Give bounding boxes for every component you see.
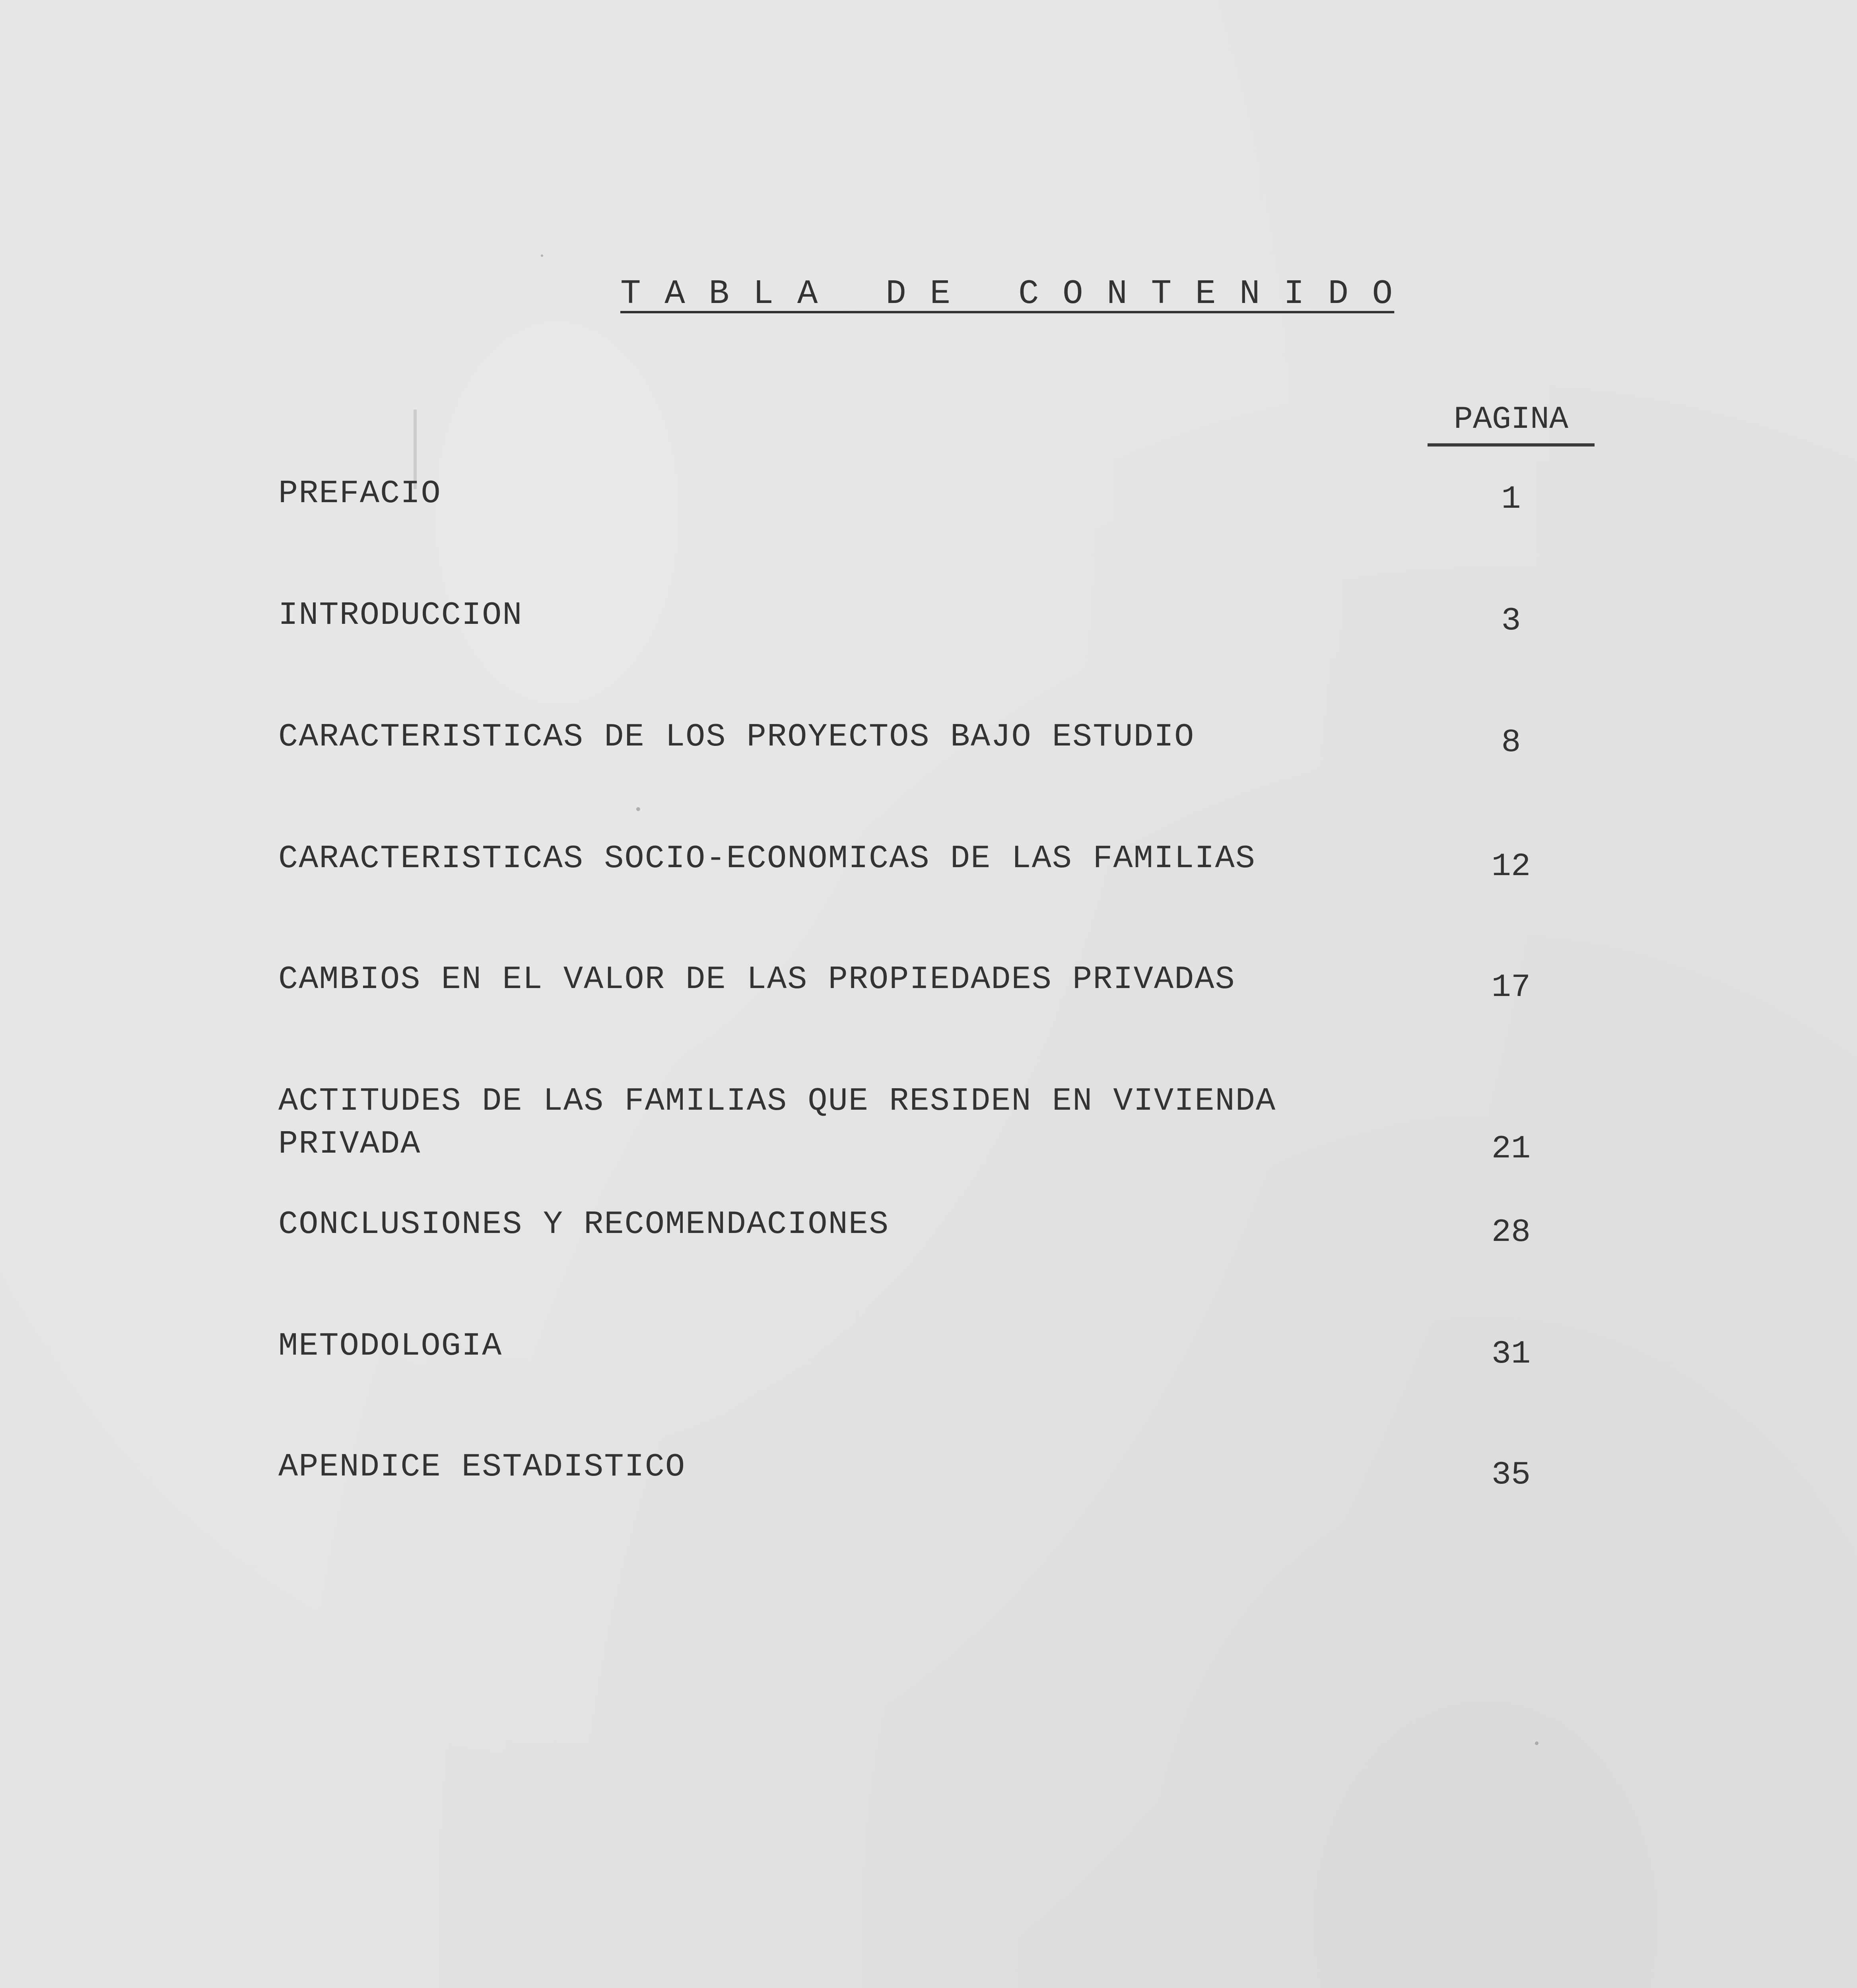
toc-entry-label: CONCLUSIONES Y RECOMENDACIONES — [278, 1206, 890, 1243]
toc-entry-page: 12 — [1491, 848, 1531, 885]
toc-entry-label: CAMBIOS EN EL VALOR DE LAS PROPIEDADES PRIVADAS — [278, 961, 1235, 998]
page-title: T A B L A D E C O N T E N I D O — [620, 274, 1395, 313]
toc-entry-label: INTRODUCCION — [278, 597, 523, 634]
toc-entry-label: ACTITUDES DE LAS FAMILIAS QUE RESIDEN EN VIVIENDA PRIVADA — [278, 1083, 1276, 1163]
toc-entry — [0, 837, 1857, 885]
toc-entry-page: 35 — [1491, 1456, 1531, 1493]
scan-speck — [636, 807, 640, 811]
toc-entry-page: 3 — [1501, 602, 1521, 639]
toc-entry-label: METODOLOGIA — [278, 1328, 503, 1365]
toc-entry-label: PREFACIO — [278, 475, 441, 512]
scan-speck — [1535, 1741, 1538, 1745]
toc-entry-label: APENDICE ESTADISTICO — [278, 1448, 686, 1485]
toc-entry-page: 17 — [1491, 969, 1531, 1006]
toc-entry-page: 31 — [1491, 1336, 1531, 1373]
toc-entry-label: CARACTERISTICAS SOCIO-ECONOMICAS DE LAS FAMILIAS — [278, 840, 1256, 877]
toc-entry-label: CARACTERISTICAS DE LOS PROYECTOS BAJO ESTUDIO — [278, 718, 1195, 755]
toc-entry — [0, 1203, 1857, 1251]
toc-entry-page: 21 — [1491, 1130, 1531, 1167]
toc-entry-page: 8 — [1501, 724, 1521, 761]
scan-speck — [541, 254, 543, 257]
toc-entry — [0, 958, 1857, 1006]
page-column-header: PAGINA — [1428, 402, 1595, 447]
toc-entry — [0, 472, 1857, 518]
toc-entry-page: 1 — [1501, 481, 1521, 518]
toc-entry-page: 28 — [1491, 1214, 1531, 1251]
